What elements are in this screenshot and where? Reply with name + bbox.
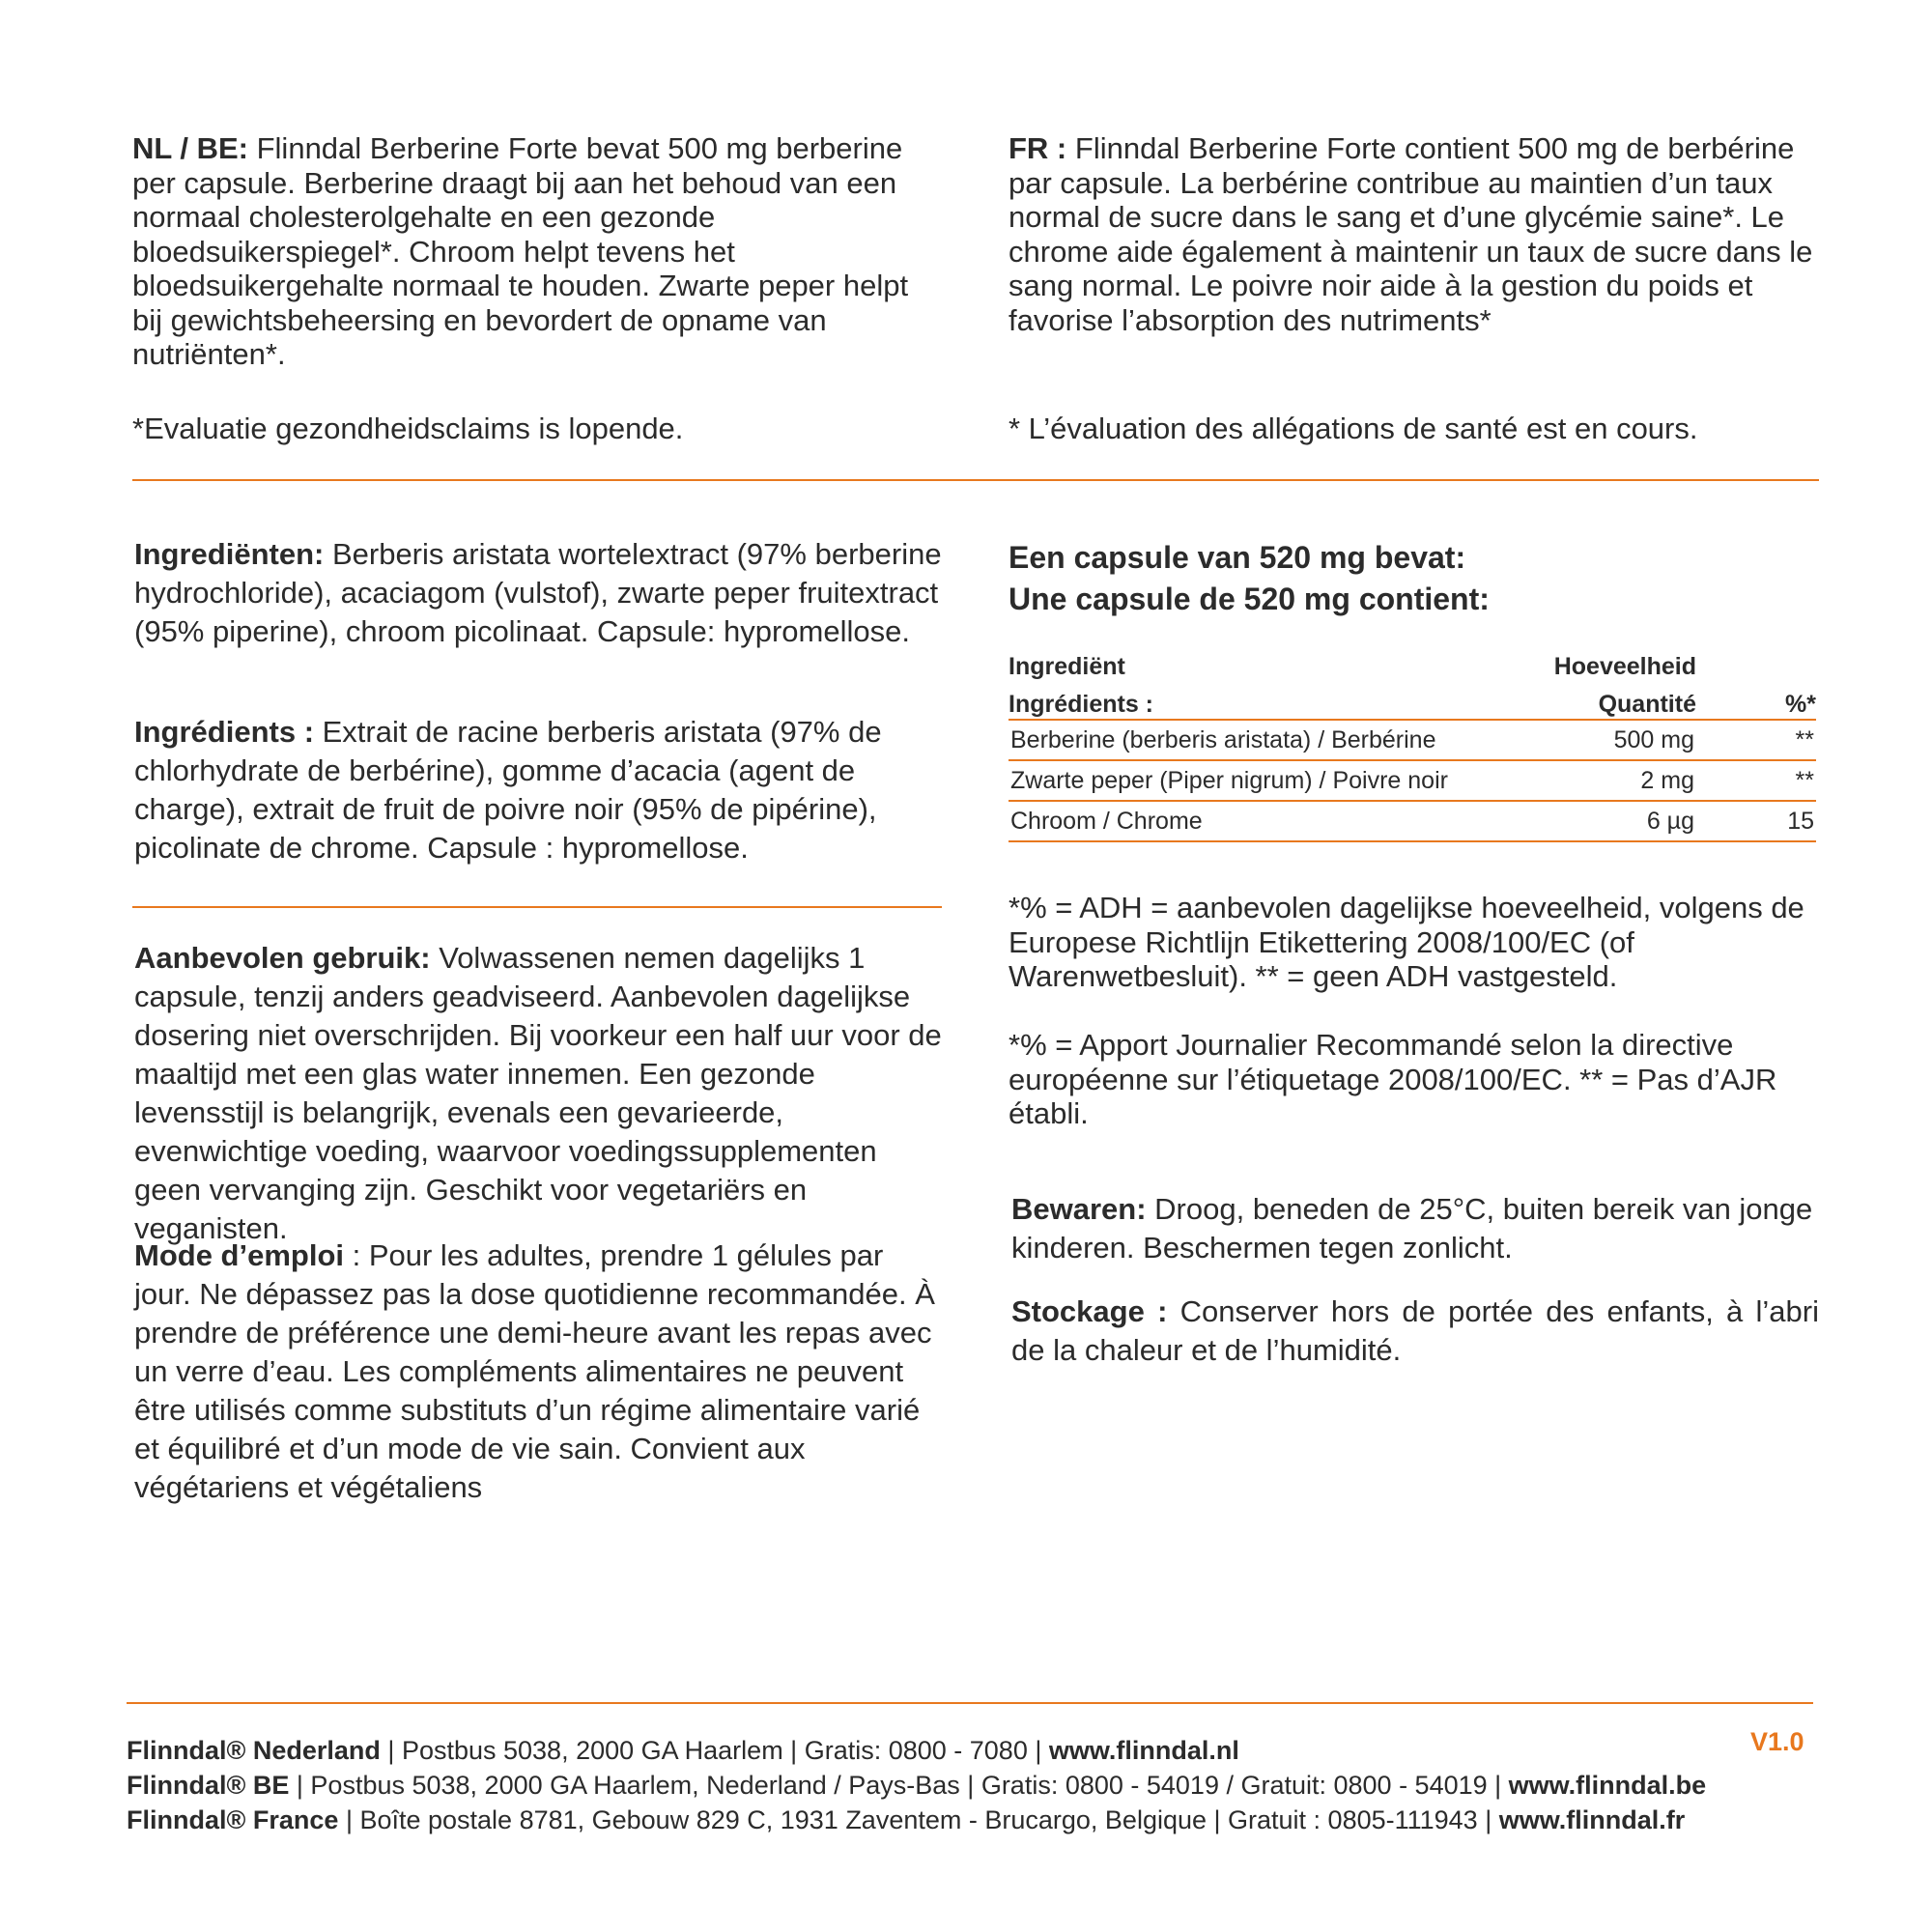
header-pct: %* (1785, 691, 1816, 718)
storage-fr-label: Stockage : (1011, 1294, 1168, 1328)
ingredients-fr-label: Ingrédients : (134, 715, 315, 749)
intro-nl-text: Flinndal Berberine Forte bevat 500 mg berberine per capsule. Berberine draagt bij aan het behoud van een normaal cholesterolgehalte en een gezonde bloedsuikerspiegel*. Chroom helpt tevens het bloedsuikergehalte normaal te houden. Zwarte peper helpt bij gewichtsbeheersing en bevordert de opname van nutriënten*. (132, 131, 909, 371)
row-pct: ** (1696, 720, 1816, 760)
ingredients-fr-text: Extrait de racine berberis aristata (97% de chlorhydrate de berbérine), gomme d’acacia (agent de charge), extrait de fruit de poivre noir (95% de pipérine), picolinate de chrome. Capsule : hypromellose. (134, 715, 882, 865)
divider-footer (127, 1702, 1813, 1704)
intro-fr-text: Flinndal Berberine Forte contient 500 mg de berbérine par capsule. La berbérine contribue au maintien d’un taux normal de sucre dans le sang et d’une glycémie saine*. Le chrome aide également à maintenir un taux de sucre dans le sang normal. Le poivre noir aide à la gestion du poids et favorise l’absorption des nutriments* (1009, 131, 1813, 337)
row-name: Berberine (berberis aristata) / Berbérine (1009, 720, 1509, 760)
divider-left (132, 906, 942, 908)
capsule-heading (1009, 537, 1839, 620)
adh-note-nl-text: *% = ADH = aanbevolen dagelijkse hoeveelheid, volgens de Europese Richtlijn Etikettering 2008/100/EC (of Warenwetbesluit). ** = geen ADH vastgesteld. (1009, 891, 1804, 993)
usage-fr-label: Mode d’emploi (134, 1238, 344, 1272)
intro-nl (132, 131, 944, 372)
header-amount-fr: Quantité (1598, 691, 1696, 718)
usage-nl (134, 939, 946, 1248)
storage-nl-label: Bewaren: (1011, 1192, 1147, 1226)
row-pct: ** (1696, 760, 1816, 801)
claim-note-fr-text: * L’évaluation des allégations de santé est en cours. (1009, 412, 1698, 445)
footer-line-fr (127, 1803, 1769, 1837)
row-pct: 15 (1696, 801, 1816, 841)
divider-top (132, 479, 1819, 481)
table-row (1009, 801, 1816, 841)
nutrition-table (1009, 643, 1816, 842)
storage-nl-text: Droog, beneden de 25°C, buiten bereik van jonge kinderen. Beschermen tegen zonlicht. (1011, 1192, 1813, 1264)
adh-note-fr-text: *% = Apport Journalier Recommandé selon la directive européenne sur l’étiquetage 2008/100/EC. ** = Pas d’AJR établi. (1009, 1028, 1777, 1130)
storage-fr-text: Conserver hors de portée des enfants, à l’abri de la chaleur et de l’humidité. (1011, 1294, 1819, 1367)
ingredients-fr (134, 713, 946, 867)
ingredients-nl (134, 535, 946, 651)
footer-link-fr[interactable]: www.flinndal.fr (1498, 1805, 1686, 1834)
intro-fr-label: FR : (1009, 131, 1067, 165)
ingredients-nl-label: Ingrediënten: (134, 537, 325, 571)
footer-link-nl[interactable]: www.flinndal.nl (1048, 1736, 1239, 1765)
table-row (1009, 760, 1816, 801)
row-amount: 2 mg (1509, 760, 1696, 801)
footer-link-be[interactable]: www.flinndal.be (1508, 1771, 1707, 1800)
claim-note-fr (1009, 412, 1820, 446)
usage-fr (134, 1236, 946, 1507)
footer-address-be: | Postbus 5038, 2000 GA Haarlem, Nederland / Pays-Bas | Gratis: 0800 - 54019 / Gratuit: 0800 - 54019 | (289, 1771, 1509, 1800)
footer-brand-fr: Flinndal® France (127, 1805, 339, 1834)
version-label: V1.0 (1750, 1727, 1804, 1756)
row-amount: 500 mg (1509, 720, 1696, 760)
row-name: Zwarte peper (Piper nigrum) / Poivre noir (1009, 760, 1509, 801)
header-blank (1696, 643, 1816, 681)
nutrition-table-header-row-2 (1009, 681, 1816, 720)
footer-line-be (127, 1768, 1769, 1803)
storage-fr (1011, 1293, 1819, 1370)
header-ingredient-nl: Ingrediënt (1009, 653, 1125, 680)
footer-line-nl (127, 1733, 1769, 1768)
claim-note-nl (132, 412, 944, 446)
usage-nl-label: Aanbevolen gebruik: (134, 941, 431, 975)
adh-note-nl (1009, 891, 1820, 994)
footer-brand-nl: Flinndal® Nederland (127, 1736, 381, 1765)
intro-fr (1009, 131, 1820, 337)
footer-contacts (127, 1733, 1769, 1837)
footer-brand-be: Flinndal® BE (127, 1771, 290, 1800)
capsule-heading-fr: Une capsule de 520 mg contient: (1009, 582, 1490, 616)
usage-fr-text: : Pour les adultes, prendre 1 gélules par jour. Ne dépassez pas la dose quotidienne recommandée. À prendre de préférence une demi-heure avant les repas avec un verre d’eau. Les compléments alimentaires ne peuvent être utilisés comme substituts d’un régime alimentaire varié et équilibré et d’un mode de vie sain. Convient aux végétariens et végétaliens (134, 1238, 935, 1504)
table-row (1009, 720, 1816, 760)
storage-nl (1011, 1190, 1819, 1267)
usage-nl-text: Volwassenen nemen dagelijks 1 capsule, tenzij anders geadviseerd. Aanbevolen dagelijkse dosering niet overschrijden. Bij voorkeur een half uur voor de maaltijd met een glas water innemen. Een gezonde levensstijl is belangrijk, evenals een gevarieerde, evenwichtige voeding, waarvoor voedingssupplementen geen vervanging zijn. Geschikt voor vegetariërs en veganisten. (134, 941, 942, 1245)
row-amount: 6 µg (1509, 801, 1696, 841)
row-name: Chroom / Chrome (1009, 801, 1509, 841)
intro-nl-label: NL / BE: (132, 131, 248, 165)
claim-note-nl-text: *Evaluatie gezondheidsclaims is lopende. (132, 412, 684, 445)
ingredients-nl-text: Berberis aristata wortelextract (97% berberine hydrochloride), acaciagom (vulstof), zwarte peper fruitextract (95% piperine), chroom picolinaat. Capsule: hypromellose. (134, 537, 942, 648)
footer-address-fr: | Boîte postale 8781, Gebouw 829 C, 1931 Zaventem - Brucargo, Belgique | Gratuit : 0805-111943 | (338, 1805, 1499, 1834)
capsule-heading-nl: Een capsule van 520 mg bevat: (1009, 540, 1466, 575)
header-amount-nl: Hoeveelheid (1553, 653, 1696, 680)
adh-note-fr (1009, 1028, 1820, 1131)
header-ingredient-fr: Ingrédients : (1009, 691, 1154, 718)
nutrition-table-header-row-1 (1009, 643, 1816, 681)
footer-address-nl: | Postbus 5038, 2000 GA Haarlem | Gratis: 0800 - 7080 | (380, 1736, 1049, 1765)
